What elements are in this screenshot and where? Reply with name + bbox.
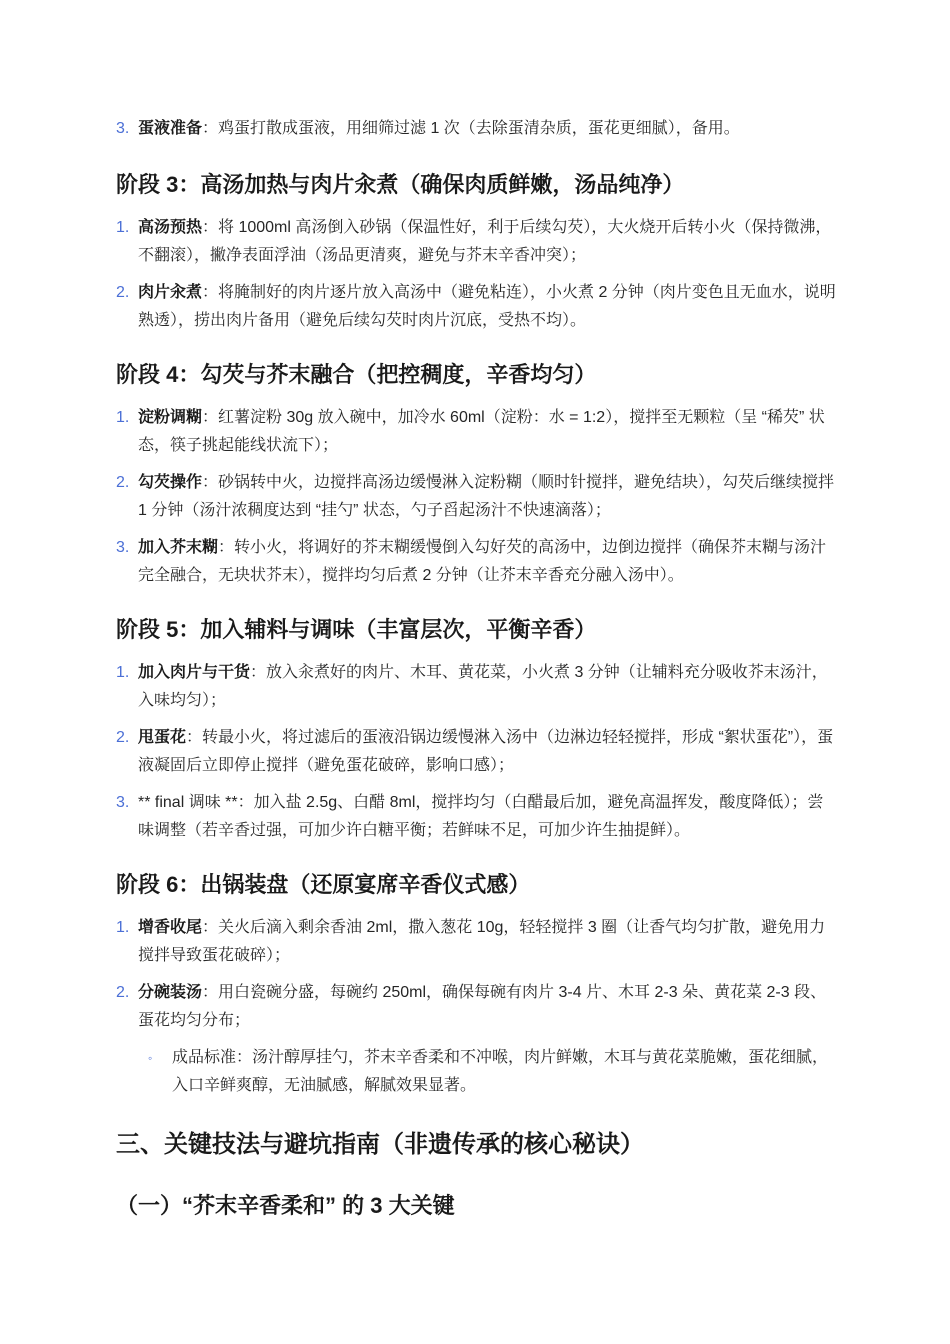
list-item bbox=[116, 914, 838, 970]
list-item-title: 高汤预热 bbox=[138, 219, 203, 236]
list-item-title: 加入芥末糊 bbox=[138, 539, 219, 556]
list-item-title: 蛋液准备 bbox=[138, 120, 203, 137]
stage-heading: 阶段 6：出锅装盘（还原宴席辛香仪式感） bbox=[116, 872, 531, 897]
list-number: 1. bbox=[116, 919, 130, 936]
list-item-text: ** final 调味 **：加入盐 2.5g、白醋 8ml，搅拌均匀（白醋最后加，避免高温挥发，酸度降低）；尝味调整（若辛香过强，可加少许白糖平衡；若鲜味不足，可加少许生抽提鲜）。 bbox=[138, 794, 824, 839]
stage-heading: 阶段 3：高汤加热与肉片汆煮（确保肉质鲜嫩，汤品纯净） bbox=[116, 172, 685, 197]
list-item-title: 肉片汆煮 bbox=[138, 284, 203, 301]
stage-heading: 阶段 5：加入辅料与调味（丰富层次，平衡辛香） bbox=[116, 617, 597, 642]
list-item-text: ：砂锅转中火，边搅拌高汤边缓慢淋入淀粉糊（顺时针搅拌，避免结块），勾芡后继续搅拌 1 分钟（汤汁浓稠度达到 “挂勺” 状态，勺子舀起汤汁不快速滴落）； bbox=[138, 474, 835, 519]
list-item-title: 加入肉片与干货 bbox=[138, 664, 251, 681]
list-item-text: ：放入汆煮好的肉片、木耳、黄花菜，小火煮 3 分钟（让辅料充分吸收芥末汤汁，入味均匀）； bbox=[138, 664, 828, 709]
section-heading: 三、关键技法与避坑指南（非遗传承的核心秘诀） bbox=[116, 1131, 644, 1158]
list-item-title: 分碗装汤 bbox=[138, 984, 203, 1001]
list-number: 2. bbox=[116, 984, 130, 1001]
list-item-text: ：红薯淀粉 30g 放入碗中，加冷水 60ml（淀粉：水 = 1:2），搅拌至无颗粒（呈 “稀芡” 状态，筷子挑起能线状流下）； bbox=[138, 409, 825, 454]
list-item-title: 勾芡操作 bbox=[138, 474, 203, 491]
list-item bbox=[116, 724, 838, 780]
list-item bbox=[116, 659, 838, 715]
list-item bbox=[116, 404, 838, 460]
list-item-title: 甩蛋花 bbox=[138, 729, 187, 746]
list-number: 1. bbox=[116, 409, 130, 426]
list-number: 2. bbox=[116, 284, 130, 301]
list-item-text: ：鸡蛋打散成蛋液，用细筛过滤 1 次（去除蛋清杂质，蛋花更细腻），备用。 bbox=[202, 120, 740, 137]
list-number: 3. bbox=[116, 794, 130, 811]
list-item-title: 增香收尾 bbox=[138, 919, 203, 936]
stage-list bbox=[116, 659, 838, 845]
list-item bbox=[116, 979, 838, 1035]
subsection-heading: （一）“芥末辛香柔和” 的 3 大关键 bbox=[116, 1193, 455, 1218]
list-item-text: ：转最小火，将过滤后的蛋液沿锅边缓慢淋入汤中（边淋边轻轻搅拌，形成 “絮状蛋花”），蛋液凝固后立即停止搅拌（避免蛋花破碎，影响口感）； bbox=[138, 729, 834, 774]
list-item-text: ：用白瓷碗分盛，每碗约 250ml，确保每碗有肉片 3-4 片、木耳 2-3 朵、黄花菜 2-3 段、蛋花均匀分布； bbox=[138, 984, 827, 1029]
list-number: 2. bbox=[116, 474, 130, 491]
list-item bbox=[116, 115, 838, 143]
list-number: 1. bbox=[116, 664, 130, 681]
stage-list bbox=[116, 404, 838, 590]
stage-list bbox=[116, 214, 838, 335]
list-item-title: 淀粉调糊 bbox=[138, 409, 203, 426]
list-item bbox=[116, 469, 838, 525]
list-item-text: ：关火后滴入剩余香油 2ml，撒入葱花 10g，轻轻搅拌 3 圈（让香气均匀扩散，避免用力搅拌导致蛋花破碎）； bbox=[138, 919, 826, 964]
list-item-text: ：转小火，将调好的芥末糊缓慢倒入勾好芡的高汤中，边倒边搅拌（确保芥末糊与汤汁完全融合，无块状芥末），搅拌均匀后煮 2 分钟（让芥末辛香充分融入汤中）。 bbox=[138, 539, 827, 584]
list-number: 3. bbox=[116, 120, 130, 137]
list-number: 3. bbox=[116, 539, 130, 556]
sub-list-item bbox=[116, 1044, 838, 1100]
list-item-text: ：将 1000ml 高汤倒入砂锅（保温性好，利于后续勾芡），大火烧开后转小火（保持微沸，不翻滚），撇净表面浮油（汤品更清爽，避免与芥末辛香冲突）； bbox=[138, 219, 832, 264]
stage-heading: 阶段 4：勾芡与芥末融合（把控稠度，辛香均匀） bbox=[116, 362, 597, 387]
list-item-text: ：将腌制好的肉片逐片放入高汤中（避免粘连），小火煮 2 分钟（肉片变色且无血水，说明熟透），捞出肉片备用（避免后续勾芡时肉片沉底，受热不均）。 bbox=[138, 284, 836, 329]
stage-list bbox=[116, 914, 838, 1035]
list-number: 2. bbox=[116, 729, 130, 746]
sub-list-item-text: 成品标准：汤汁醇厚挂勺，芥末辛香柔和不冲喉，肉片鲜嫩，木耳与黄花菜脆嫩，蛋花细腻，入口辛鲜爽醇，无油腻感，解腻效果显著。 bbox=[172, 1049, 829, 1094]
hollow-bullet-icon: ◦ bbox=[148, 1051, 153, 1065]
list-number: 1. bbox=[116, 219, 130, 236]
list-item bbox=[116, 789, 838, 845]
list-item bbox=[116, 214, 838, 270]
list-item bbox=[116, 534, 838, 590]
list-item bbox=[116, 279, 838, 335]
